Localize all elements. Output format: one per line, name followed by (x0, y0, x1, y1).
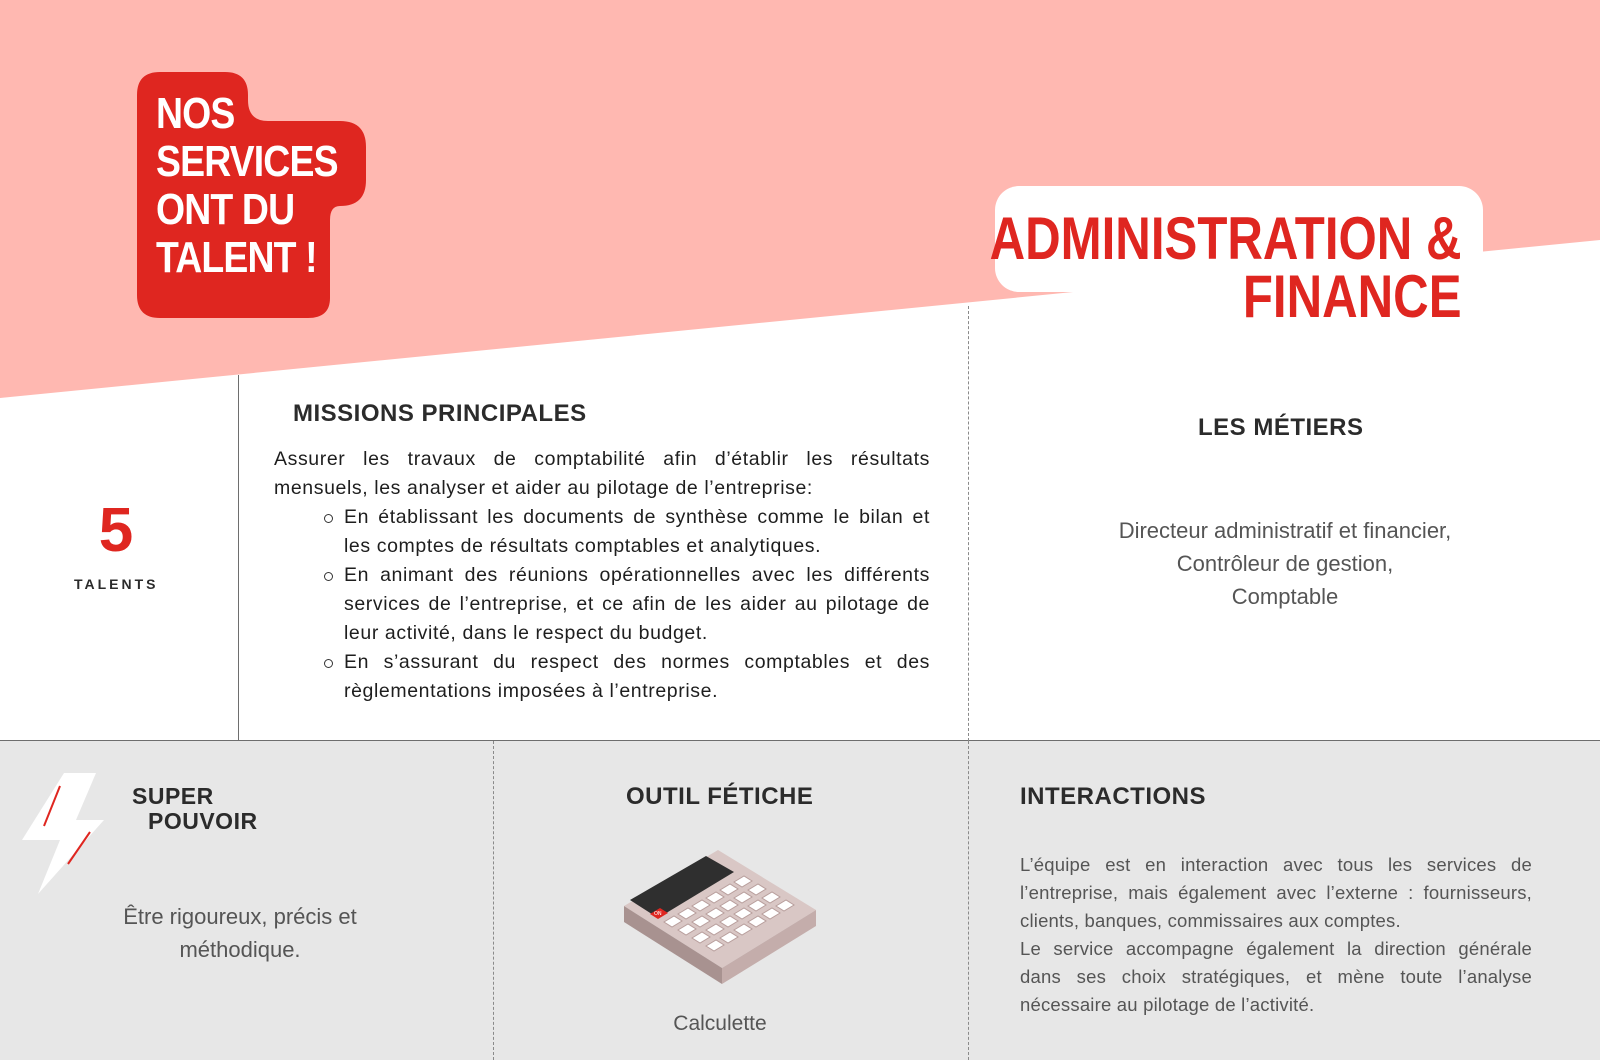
page-title (990, 205, 1462, 330)
list-item: Comptable (1231, 584, 1339, 609)
calculator-on-key: ON (654, 911, 662, 917)
talents-divider (238, 375, 239, 741)
metiers-list (1060, 514, 1510, 613)
missions-text (274, 445, 930, 706)
badge-text (156, 90, 338, 282)
badge-line: NOS (156, 89, 235, 138)
list-item: En s’assurant du respect des normes comptables et des règlementations imposées à l’entreprise. (344, 648, 930, 706)
metiers-divider (968, 306, 969, 741)
list-item: En animant des réunions opérationnelles avec les différents services de l’entreprise, et ce afin de les aider au pilotage de leur activité, dans le respect du budget. (344, 561, 930, 648)
calculator-icon (620, 848, 820, 988)
super-pouvoir-line: méthodique. (179, 937, 301, 962)
outil-heading: OUTIL FÉTICHE (626, 783, 814, 810)
badge-line: SERVICES (156, 137, 338, 186)
super-pouvoir-text (80, 900, 400, 966)
interactions-heading: INTERACTIONS (1020, 783, 1206, 810)
super-pouvoir-line: Être rigoureux, précis et (123, 904, 357, 929)
talents-label: TALENTS (74, 576, 159, 592)
badge-line: TALENT ! (156, 233, 317, 282)
list-item: Contrôleur de gestion, (1176, 551, 1394, 576)
lightning-bolt-icon (20, 770, 110, 895)
interactions-paragraph: Le service accompagne également la direction générale dans ses choix stratégiques, et mène toute l’analyse nécessaire au pilotage de l’activité. (1020, 938, 1532, 1015)
page-title-line1: ADMINISTRATION & (990, 205, 1462, 272)
outil-divider (493, 741, 494, 1060)
outil-label: Calculette (673, 1012, 767, 1035)
missions-list (344, 503, 930, 706)
page-title-line2: FINANCE (1243, 263, 1462, 330)
missions-intro: Assurer les travaux de comptabilité afin d’établir les résultats mensuels, les analyser et aider au pilotage de l’entreprise: (274, 448, 930, 499)
metiers-heading: LES MÉTIERS (1198, 414, 1364, 441)
talents-count: 5 (98, 496, 134, 565)
super-pouvoir-heading-line2: POUVOIR (148, 808, 258, 834)
list-item: En établissant les documents de synthèse comme le bilan et les comptes de résultats comptables et analytiques. (344, 503, 930, 561)
horizontal-divider (0, 740, 1600, 741)
badge-line: ONT DU (156, 185, 295, 234)
interactions-text (1020, 851, 1532, 1019)
interactions-paragraph: L’équipe est en interaction avec tous les services de l’entreprise, mais également avec l’externe : fournisseurs, clients, banques, commissaires aux comptes. (1020, 854, 1532, 931)
super-pouvoir-heading-line1: SUPER (132, 783, 214, 809)
list-item: Directeur administratif et financier, (1118, 518, 1452, 543)
missions-heading: MISSIONS PRINCIPALES (293, 400, 587, 427)
interactions-divider (968, 741, 969, 1060)
